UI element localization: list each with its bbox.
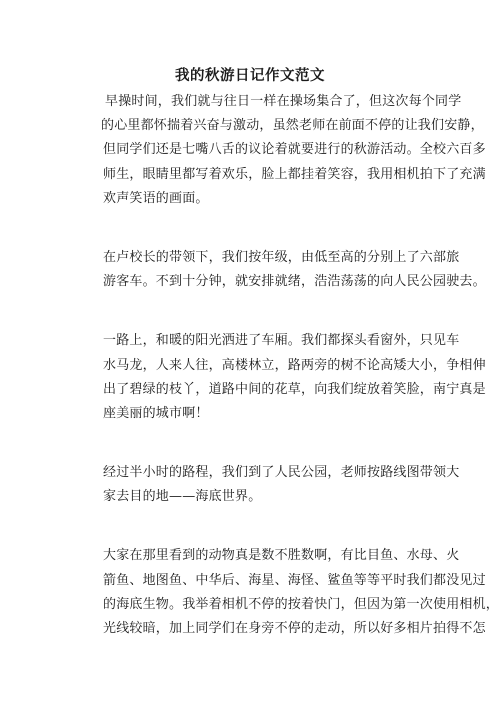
text-line: 但同学们还是七嘴八舌的议论着就要进行的秋游活动。全校六百多	[103, 142, 486, 158]
text-line: 光线较暗，加上同学们在身旁不停的走动，所以好多相片拍得不怎	[103, 621, 486, 636]
text-line: 经过半小时的路程，我们到了人民公园，老师按路线图带领大	[103, 465, 460, 481]
text-line: 的海底生物。我举着相机不停的按着快门，但因为第一次使用相机，	[103, 596, 500, 612]
text-line: 的心里都怀揣着兴奋与激动，虽然老师在前面不停的让我们安静，	[101, 118, 484, 134]
text-line: 箭鱼、地图鱼、中华后、海星、海怪、鲨鱼等等平时我们都没见过	[103, 572, 486, 588]
text-line: 座美丽的城市啊！	[103, 405, 209, 421]
text-line: 出了碧绿的枝丫，道路中间的花草，向我们绽放着笑脸，南宁真是	[103, 381, 486, 397]
text-line: 家去目的地——海底世界。	[103, 489, 262, 505]
paragraph-3	[103, 329, 486, 426]
text-line: 师生，眼睛里都写着欢乐，脸上都挂着笑容，我用相机拍下了充满	[103, 166, 486, 182]
paragraph-2	[103, 246, 486, 294]
text-line: 在卢校长的带领下，我们按年级，由低至高的分别上了六部旅	[103, 249, 460, 265]
paragraph-4	[103, 461, 460, 509]
text-line: 大家在那里看到的动物真是数不胜数啊，有比目鱼、水母、火	[103, 548, 460, 564]
text-line: 水马龙，人来人往，高楼林立，路两旁的树不论高矮大小，争相伸	[103, 357, 486, 373]
text-line: 游客车。不到十分钟，就安排就绪，浩浩荡荡的向人民公园驶去。	[103, 274, 486, 290]
document-title: 我的秋游日记作文范文	[175, 67, 325, 84]
text-line: 早操时间，我们就与往日一样在操场集合了，但这次每个同学	[105, 94, 462, 109]
paragraph-1	[101, 90, 486, 211]
text-line: 欢声笑语的画面。	[103, 190, 209, 206]
paragraph-5	[103, 544, 500, 641]
text-line: 一路上，和暖的阳光洒进了车厢。我们都探头看窗外，只见车	[103, 333, 460, 349]
document-body	[101, 90, 500, 676]
